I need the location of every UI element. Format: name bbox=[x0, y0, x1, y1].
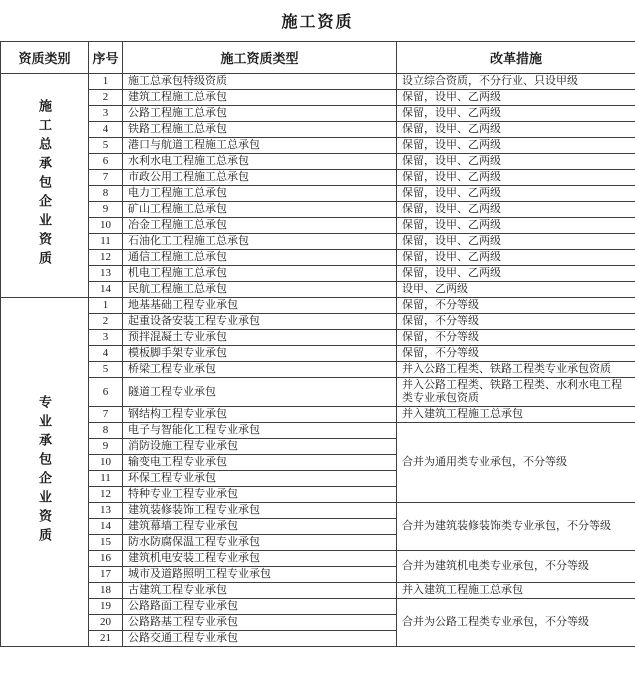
row-number-cell: 20 bbox=[89, 615, 123, 631]
qualification-type-cell: 港口与航道工程施工总承包 bbox=[123, 138, 397, 154]
category-label: 专业承包企业资质 bbox=[37, 395, 52, 547]
table-row bbox=[1, 122, 635, 138]
qualification-type-cell: 施工总承包特级资质 bbox=[123, 74, 397, 90]
qualification-type-cell: 钢结构工程专业承包 bbox=[123, 407, 397, 423]
row-number-cell: 21 bbox=[89, 631, 123, 647]
row-number-cell: 8 bbox=[89, 423, 123, 439]
reform-measure-cell: 并入建筑工程施工总承包 bbox=[397, 583, 635, 599]
row-number-cell: 10 bbox=[89, 218, 123, 234]
table-row bbox=[1, 154, 635, 170]
row-number-cell: 1 bbox=[89, 74, 123, 90]
reform-measure-cell: 并入公路工程类、铁路工程类专业承包资质 bbox=[397, 362, 635, 378]
row-number-cell: 3 bbox=[89, 106, 123, 122]
table-row bbox=[1, 378, 635, 407]
table-row bbox=[1, 234, 635, 250]
column-header-number: 序号 bbox=[89, 42, 123, 74]
table-header-row bbox=[1, 42, 635, 74]
reform-measure-cell: 合并为公路工程类专业承包，不分等级 bbox=[397, 599, 635, 647]
qualification-type-cell: 输变电工程专业承包 bbox=[123, 455, 397, 471]
category-label: 施工总承包企业资质 bbox=[37, 99, 52, 270]
qualification-type-cell: 起重设备安装工程专业承包 bbox=[123, 314, 397, 330]
reform-measure-cell: 保留，设甲、乙两级 bbox=[397, 186, 635, 202]
reform-measure-cell: 设甲、乙两级 bbox=[397, 282, 635, 298]
table-row bbox=[1, 170, 635, 186]
row-number-cell: 4 bbox=[89, 346, 123, 362]
qualification-type-cell: 预拌混凝土专业承包 bbox=[123, 330, 397, 346]
qualification-type-cell: 特种专业工程专业承包 bbox=[123, 487, 397, 503]
reform-measure-cell: 保留，设甲、乙两级 bbox=[397, 154, 635, 170]
qualification-type-cell: 环保工程专业承包 bbox=[123, 471, 397, 487]
table-row bbox=[1, 330, 635, 346]
reform-measure-cell: 保留，不分等级 bbox=[397, 314, 635, 330]
qualification-type-cell: 铁路工程施工总承包 bbox=[123, 122, 397, 138]
qualification-type-cell: 矿山工程施工总承包 bbox=[123, 202, 397, 218]
qualification-type-cell: 建筑机电安装工程专业承包 bbox=[123, 551, 397, 567]
row-number-cell: 18 bbox=[89, 583, 123, 599]
table-row bbox=[1, 583, 635, 599]
table-row bbox=[1, 218, 635, 234]
row-number-cell: 11 bbox=[89, 471, 123, 487]
reform-measure-cell: 并入公路工程类、铁路工程类、水利水电工程类专业承包资质 bbox=[397, 378, 635, 407]
qualification-type-cell: 公路路面工程专业承包 bbox=[123, 599, 397, 615]
table-row bbox=[1, 266, 635, 282]
row-number-cell: 5 bbox=[89, 138, 123, 154]
row-number-cell: 16 bbox=[89, 551, 123, 567]
qualification-type-cell: 通信工程施工总承包 bbox=[123, 250, 397, 266]
qualification-type-cell: 公路交通工程专业承包 bbox=[123, 631, 397, 647]
column-header-reform: 改革措施 bbox=[397, 42, 635, 74]
qualification-type-cell: 民航工程施工总承包 bbox=[123, 282, 397, 298]
table-row bbox=[1, 407, 635, 423]
reform-measure-cell: 保留，设甲、乙两级 bbox=[397, 170, 635, 186]
reform-measure-cell: 保留，设甲、乙两级 bbox=[397, 250, 635, 266]
qualification-type-cell: 隧道工程专业承包 bbox=[123, 378, 397, 407]
row-number-cell: 19 bbox=[89, 599, 123, 615]
table-row bbox=[1, 503, 635, 519]
column-header-type: 施工资质类型 bbox=[123, 42, 397, 74]
reform-measure-cell: 保留，设甲、乙两级 bbox=[397, 106, 635, 122]
category-cell bbox=[1, 74, 89, 298]
table-row bbox=[1, 599, 635, 615]
row-number-cell: 17 bbox=[89, 567, 123, 583]
reform-measure-cell: 并入建筑工程施工总承包 bbox=[397, 407, 635, 423]
row-number-cell: 9 bbox=[89, 202, 123, 218]
row-number-cell: 15 bbox=[89, 535, 123, 551]
table-row bbox=[1, 551, 635, 567]
qualification-type-cell: 电子与智能化工程专业承包 bbox=[123, 423, 397, 439]
row-number-cell: 6 bbox=[89, 154, 123, 170]
reform-measure-cell: 保留，设甲、乙两级 bbox=[397, 234, 635, 250]
table-row bbox=[1, 282, 635, 298]
row-number-cell: 14 bbox=[89, 519, 123, 535]
reform-measure-cell: 设立综合资质，不分行业、只设甲级 bbox=[397, 74, 635, 90]
qualification-type-cell: 古建筑工程专业承包 bbox=[123, 583, 397, 599]
table-row bbox=[1, 90, 635, 106]
reform-measure-cell: 保留，设甲、乙两级 bbox=[397, 122, 635, 138]
qualification-type-cell: 市政公用工程施工总承包 bbox=[123, 170, 397, 186]
qualification-type-cell: 冶金工程施工总承包 bbox=[123, 218, 397, 234]
row-number-cell: 5 bbox=[89, 362, 123, 378]
qualification-type-cell: 城市及道路照明工程专业承包 bbox=[123, 567, 397, 583]
table-row bbox=[1, 314, 635, 330]
qualification-type-cell: 公路路基工程专业承包 bbox=[123, 615, 397, 631]
reform-measure-cell: 保留，设甲、乙两级 bbox=[397, 218, 635, 234]
row-number-cell: 2 bbox=[89, 90, 123, 106]
qualification-type-cell: 公路工程施工总承包 bbox=[123, 106, 397, 122]
row-number-cell: 10 bbox=[89, 455, 123, 471]
row-number-cell: 13 bbox=[89, 503, 123, 519]
category-cell bbox=[1, 298, 89, 647]
table-row bbox=[1, 74, 635, 90]
row-number-cell: 1 bbox=[89, 298, 123, 314]
row-number-cell: 4 bbox=[89, 122, 123, 138]
table-row bbox=[1, 362, 635, 378]
qualification-type-cell: 地基基础工程专业承包 bbox=[123, 298, 397, 314]
reform-measure-cell: 保留，设甲、乙两级 bbox=[397, 90, 635, 106]
qualification-type-cell: 机电工程施工总承包 bbox=[123, 266, 397, 282]
table-row bbox=[1, 106, 635, 122]
qualification-type-cell: 水利水电工程施工总承包 bbox=[123, 154, 397, 170]
reform-measure-cell: 保留，不分等级 bbox=[397, 298, 635, 314]
column-header-category: 资质类别 bbox=[1, 42, 89, 74]
row-number-cell: 14 bbox=[89, 282, 123, 298]
reform-measure-cell: 保留，不分等级 bbox=[397, 330, 635, 346]
row-number-cell: 12 bbox=[89, 487, 123, 503]
qualification-type-cell: 桥梁工程专业承包 bbox=[123, 362, 397, 378]
row-number-cell: 7 bbox=[89, 407, 123, 423]
reform-measure-cell: 保留，不分等级 bbox=[397, 346, 635, 362]
qualification-type-cell: 电力工程施工总承包 bbox=[123, 186, 397, 202]
table-row bbox=[1, 423, 635, 439]
row-number-cell: 2 bbox=[89, 314, 123, 330]
table-row bbox=[1, 298, 635, 314]
row-number-cell: 11 bbox=[89, 234, 123, 250]
table-row bbox=[1, 186, 635, 202]
reform-measure-cell: 合并为建筑机电类专业承包，不分等级 bbox=[397, 551, 635, 583]
row-number-cell: 12 bbox=[89, 250, 123, 266]
table-row bbox=[1, 202, 635, 218]
page-title: 施工资质 bbox=[281, 14, 354, 31]
reform-measure-cell: 合并为通用类专业承包，不分等级 bbox=[397, 423, 635, 503]
qualification-type-cell: 石油化工工程施工总承包 bbox=[123, 234, 397, 250]
qualification-type-cell: 模板脚手架专业承包 bbox=[123, 346, 397, 362]
qualification-type-cell: 防水防腐保温工程专业承包 bbox=[123, 535, 397, 551]
row-number-cell: 9 bbox=[89, 439, 123, 455]
row-number-cell: 6 bbox=[89, 378, 123, 407]
reform-measure-cell: 保留，设甲、乙两级 bbox=[397, 138, 635, 154]
row-number-cell: 7 bbox=[89, 170, 123, 186]
table-row bbox=[1, 346, 635, 362]
qualification-type-cell: 建筑工程施工总承包 bbox=[123, 90, 397, 106]
qualification-type-cell: 建筑装修装饰工程专业承包 bbox=[123, 503, 397, 519]
table-row bbox=[1, 138, 635, 154]
reform-measure-cell: 保留，设甲、乙两级 bbox=[397, 266, 635, 282]
row-number-cell: 13 bbox=[89, 266, 123, 282]
qualification-type-cell: 建筑幕墙工程专业承包 bbox=[123, 519, 397, 535]
qualification-type-cell: 消防设施工程专业承包 bbox=[123, 439, 397, 455]
qualification-table bbox=[0, 41, 635, 647]
row-number-cell: 3 bbox=[89, 330, 123, 346]
row-number-cell: 8 bbox=[89, 186, 123, 202]
reform-measure-cell: 保留，设甲、乙两级 bbox=[397, 202, 635, 218]
reform-measure-cell: 合并为建筑装修装饰类专业承包，不分等级 bbox=[397, 503, 635, 551]
table-row bbox=[1, 250, 635, 266]
